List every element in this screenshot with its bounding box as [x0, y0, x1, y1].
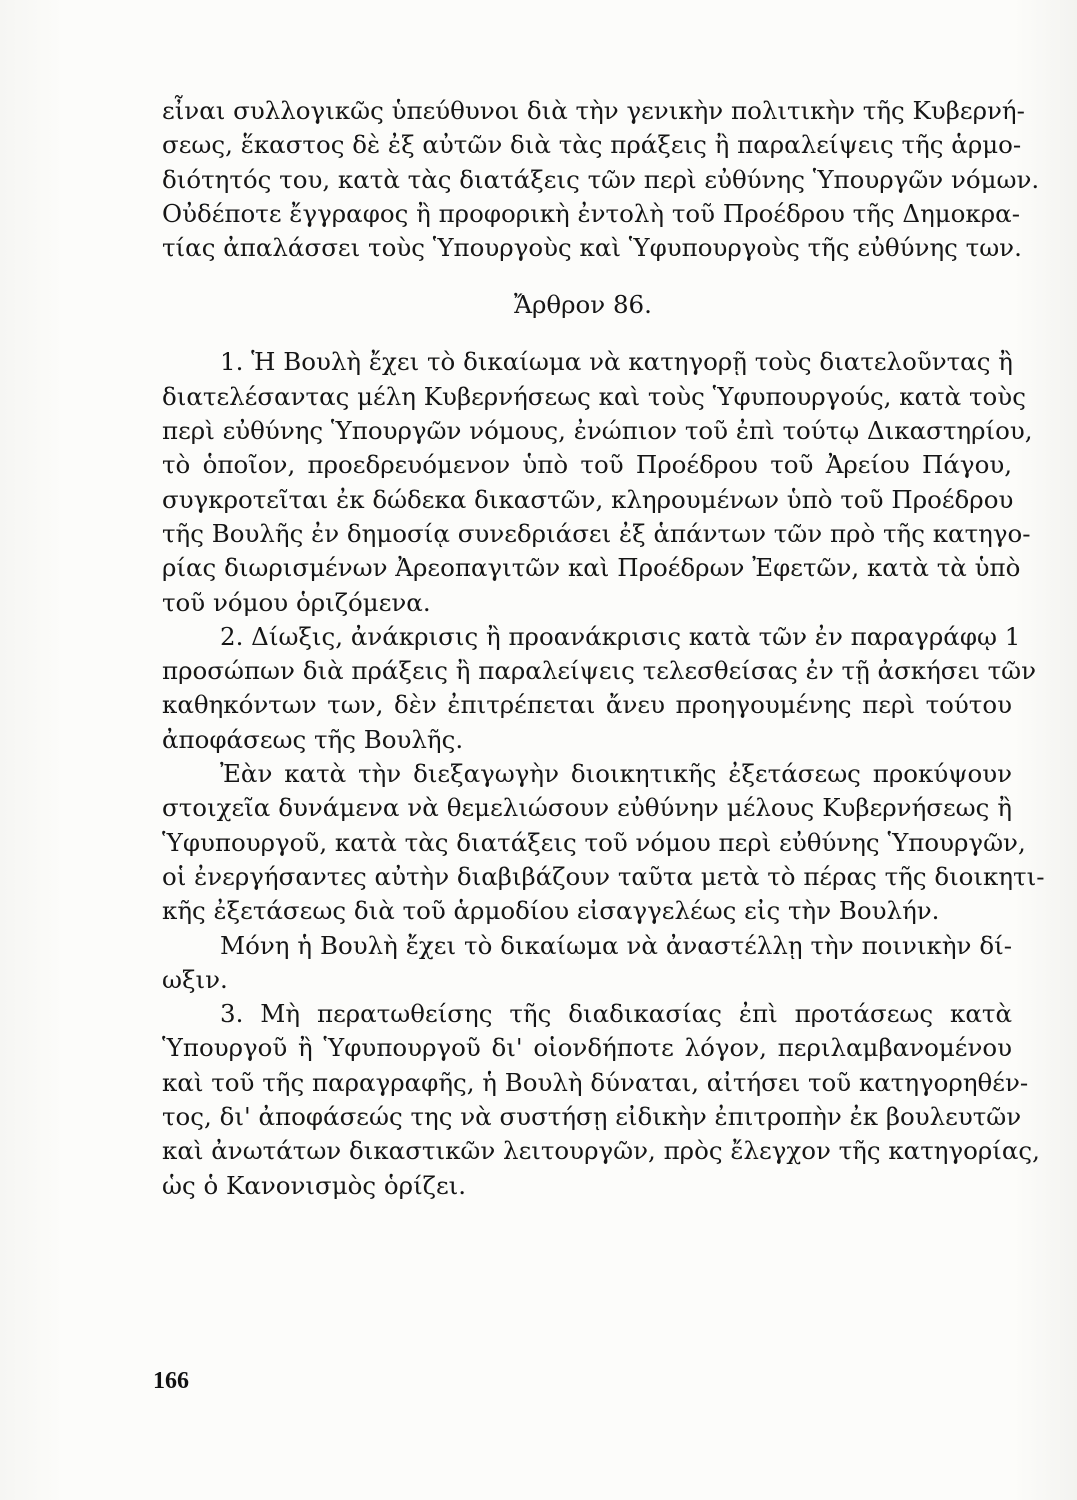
text-line: Ἐὰν κατὰ τὴν διεξαγωγὴν διοικητικῆς ἐξετάσεως προκύψουν [220, 759, 1012, 789]
text-line: 1. Ἡ Βουλὴ ἔχει τὸ δικαίωμα νὰ κατηγορῇ τοὺς διατελοῦντας ἢ [220, 347, 1013, 377]
text-line: ρίας διωρισμένων Ἀρεοπαγιτῶν καὶ Προέδρων Ἐφετῶν, κατὰ τὰ ὑπὸ [162, 553, 1021, 583]
text-line: ωξιν. [162, 964, 228, 994]
text-line: διατελέσαντας μέλη Κυβερνήσεως καὶ τοὺς Ὑφυπουργούς, κατὰ τοὺς [162, 381, 1026, 411]
text-line: εἶναι συλλογικῶς ὑπεύθυνοι διὰ τὴν γενικὴν πολιτικὴν τῆς Κυβερνή- [162, 96, 1025, 125]
text-line: Ὑφυπουργοῦ, κατὰ τὰς διατάξεις τοῦ νόμου περὶ εὐθύνης Ὑπουργῶν, [162, 827, 1026, 857]
text-line: καὶ τοῦ τῆς παραγραφῆς, ἡ Βουλὴ δύναται, αἰτήσει τοῦ κατηγορηθέν- [162, 1067, 1029, 1097]
text-line: καὶ ἀνωτάτων δικαστικῶν λειτουργῶν, πρὸς ἔλεγχον τῆς κατηγορίας, [162, 1136, 1040, 1166]
text-line: προσώπων διὰ πράξεις ἢ παραλείψεις τελεσθείσας ἐν τῇ ἀσκήσει τῶν [162, 656, 1037, 686]
text-line: Ὑπουργοῦ ἢ Ὑφυπουργοῦ δι' οἱονδήποτε λόγον, περιλαμβανομένου [162, 1033, 1012, 1063]
text-line: στοιχεῖα δυνάμενα νὰ θεμελιώσουν εὐθύνην μέλους Κυβερνήσεως ἢ [162, 793, 1012, 823]
text-line: σεως, ἕκαστος δὲ ἐξ αὐτῶν διὰ τὰς πράξεις ἢ παραλείψεις τῆς ἁρμο- [162, 130, 1022, 160]
text-line: ὡς ὁ Κανονισμὸς ὁρίζει. [162, 1170, 467, 1200]
text-line: ἀποφάσεως τῆς Βουλῆς. [162, 724, 464, 754]
text-line: τοῦ νόμου ὁριζόμενα. [162, 587, 431, 617]
text-line: τίας ἀπαλάσσει τοὺς Ὑπουργοὺς καὶ Ὑφυπουργοὺς τῆς εὐθύνης των. [162, 233, 1022, 263]
text-line: 2. Δίωξις, ἀνάκρισις ἢ προανάκρισις κατὰ τῶν ἐν παραγράφῳ 1 [220, 621, 1021, 651]
text-line: περὶ εὐθύνης Ὑπουργῶν νόμους, ἐνώπιον τοῦ ἐπὶ τούτῳ Δικαστηρίου, [162, 416, 1033, 446]
text-line: Μόνη ἡ Βουλὴ ἔχει τὸ δικαίωμα νὰ ἀναστέλλῃ τὴν ποινικὴν δί- [220, 930, 1012, 960]
text-line: 3. Μὴ περατωθείσης τῆς διαδικασίας ἐπὶ προτάσεως κατὰ [220, 999, 1012, 1029]
text-line: οἱ ἐνεργήσαντες αὐτὴν διαβιβάζουν ταῦτα μετὰ τὸ πέρας τῆς διοικητι- [162, 861, 1045, 891]
text-line: συγκροτεῖται ἐκ δώδεκα δικαστῶν, κληρουμένων ὑπὸ τοῦ Προέδρου [162, 484, 1014, 514]
text-line: τῆς Βουλῆς ἐν δημοσίᾳ συνεδριάσει ἐξ ἁπάντων τῶν πρὸ τῆς κατηγο- [162, 518, 1031, 548]
text-line: κῆς ἐξετάσεως διὰ τοῦ ἁρμοδίου εἰσαγγελέως εἰς τὴν Βουλήν. [162, 896, 940, 926]
page-body-text [162, 94, 1045, 1203]
text-line: τὸ ὁποῖον, προεδρευόμενον ὑπὸ τοῦ Προέδρου τοῦ Ἀρείου Πάγου, [162, 450, 1012, 480]
article-heading: Ἄρθρον 86. [514, 290, 652, 320]
page-number: 166 [153, 1368, 189, 1394]
text-line: διότητός του, κατὰ τὰς διατάξεις τῶν περὶ εὐθύνης Ὑπουργῶν νόμων. [162, 164, 1040, 194]
text-line: καθηκόντων των, δὲν ἐπιτρέπεται ἄνευ προηγουμένης περὶ τούτου [162, 690, 1012, 720]
text-line: Οὐδέποτε ἔγγραφος ἢ προφορικὴ ἐντολὴ τοῦ Προέδρου τῆς Δημοκρα- [162, 198, 1020, 228]
text-line: τος, δι' ἀποφάσεώς της νὰ συστήσῃ εἰδικὴν ἐπιτροπὴν ἐκ βουλευτῶν [162, 1102, 1022, 1132]
